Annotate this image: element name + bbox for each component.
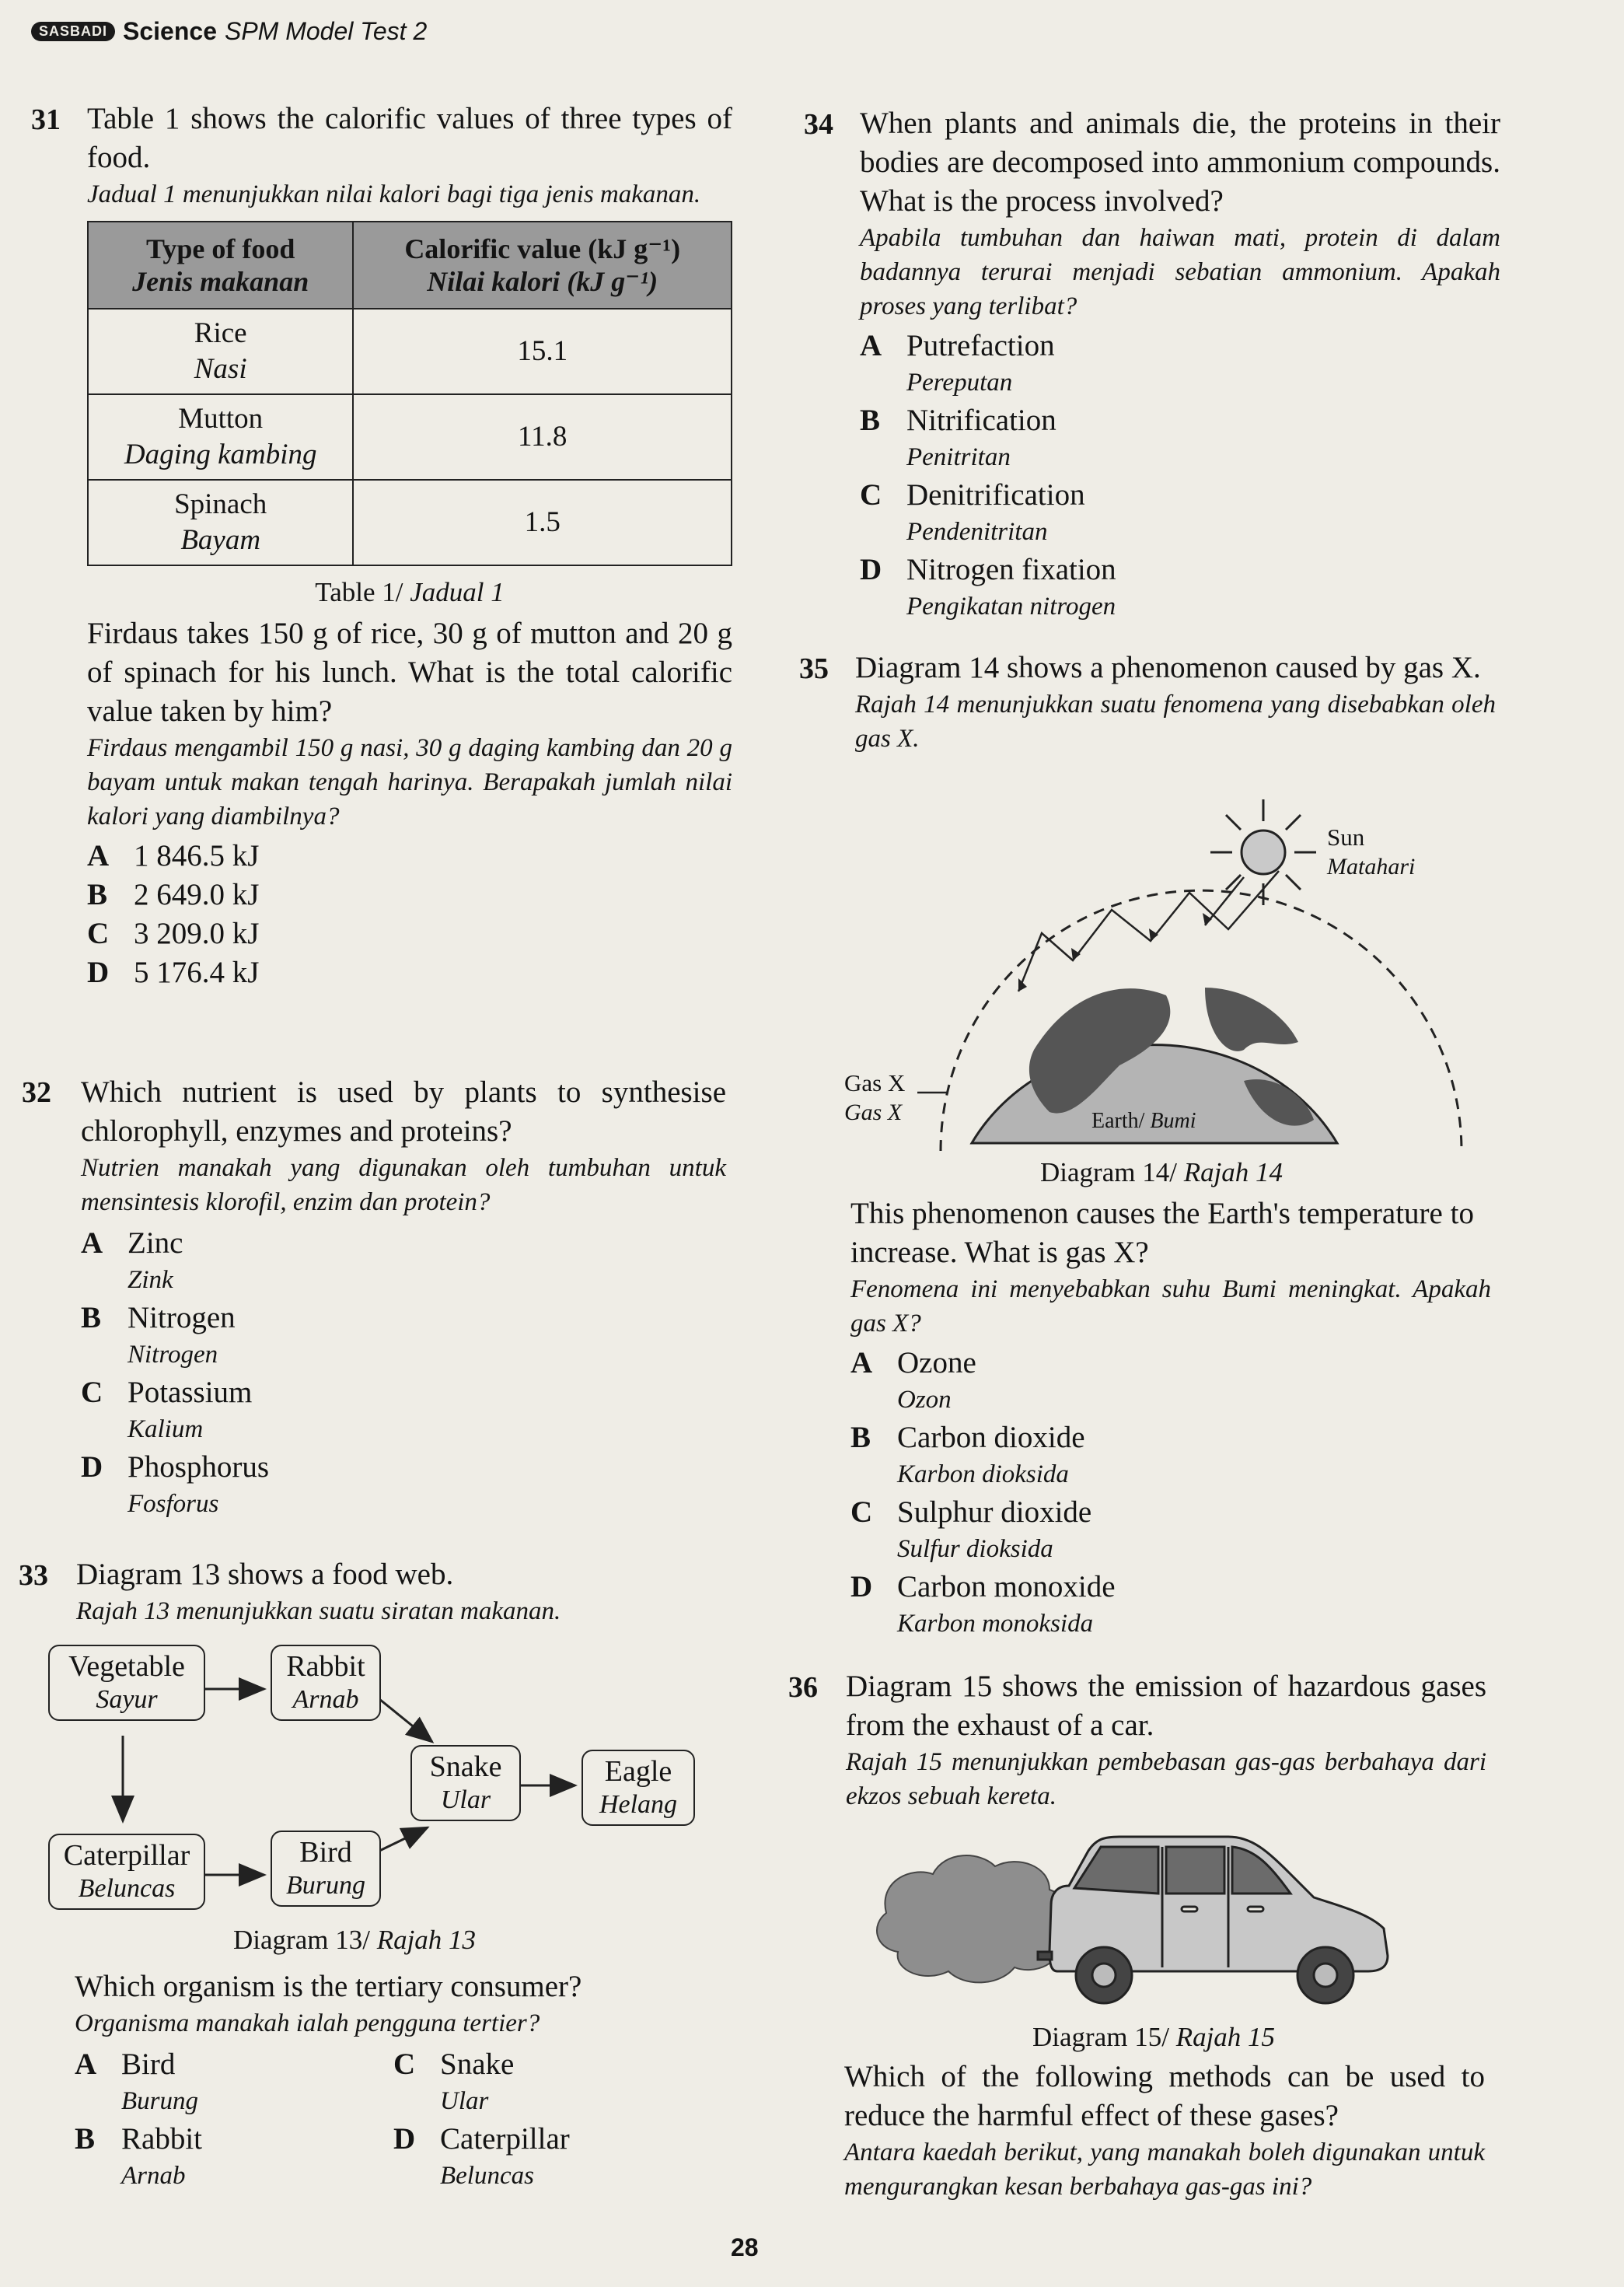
q34-option-c[interactable]: C Denitrification Pendenitritan: [860, 478, 1085, 546]
test-title: SPM Model Test 2: [224, 17, 428, 45]
table-cell-value: 11.8: [353, 394, 732, 480]
page-number: 28: [731, 2233, 759, 2261]
q35-intro-en: Diagram 14 shows a phenomenon caused by gas X.: [855, 651, 1481, 684]
q34-question-ms: Apabila tumbuhan dan haiwan mati, protein di dalam badannya terurai menjadi sebatian ammonium. Apakah proses yang terlibat?: [860, 224, 1500, 320]
q33-question-en: Which organism is the tertiary consumer?: [75, 1970, 582, 2003]
question-number-35: 35: [799, 652, 829, 685]
table-cell-value: 1.5: [353, 480, 732, 565]
q34-option-b[interactable]: B Nitrification Penitritan: [860, 404, 1056, 471]
table-row: Rice Nasi 15.1: [88, 309, 732, 394]
question-33: [75, 1967, 720, 2194]
car-icon: [1038, 1837, 1388, 2003]
q34-question-en: When plants and animals die, the proteins in their bodies are decomposed into ammonium compounds. What is the process involved?: [860, 107, 1500, 218]
q33-option-a[interactable]: A Bird Burung: [75, 2047, 198, 2115]
question-34: [860, 104, 1500, 625]
publisher-logo: SASBADI: [31, 22, 115, 41]
food-web-node-rabbit: Rabbit Arnab: [271, 1645, 381, 1721]
question-36: [844, 2058, 1485, 2204]
q33-option-c[interactable]: C Snake Ular: [393, 2047, 515, 2115]
q36-intro-en: Diagram 15 shows the emission of hazardous gases from the exhaust of a car.: [846, 1670, 1486, 1742]
table-header-value: Calorific value (kJ g⁻¹) Nilai kalori (kJ g⁻¹): [353, 222, 732, 309]
q32-question-ms: Nutrien manakah yang digunakan oleh tumbuhan untuk mensintesis klorofil, enzim dan protein?: [81, 1154, 726, 1216]
question-35: [850, 1194, 1491, 1642]
food-web-node-snake: Snake Ular: [410, 1745, 521, 1821]
q35-option-b[interactable]: B Carbon dioxide Karbon dioksida: [850, 1421, 1085, 1488]
q31-intro-ms: Jadual 1 menunjukkan nilai kalori bagi tiga jenis makanan.: [87, 180, 701, 208]
diagram-14-caption: Diagram 14/ Rajah 14: [1040, 1157, 1283, 1187]
question-number-33: 33: [19, 1559, 48, 1592]
q31-intro-en: Table 1 shows the calorific values of three types of food.: [87, 102, 732, 174]
q33-question-ms: Organisma manakah ialah pengguna tertier?: [75, 2009, 540, 2037]
exhaust-smoke-icon: [877, 1855, 1070, 1982]
q35-option-c[interactable]: C Sulphur dioxide Sulfur dioksida: [850, 1495, 1092, 1563]
diagram-15-caption: Diagram 15/ Rajah 15: [1032, 2022, 1276, 2052]
q32-option-d[interactable]: D Phosphorus Fosforus: [81, 1450, 270, 1518]
q33-intro-en: Diagram 13 shows a food web.: [76, 1558, 454, 1591]
food-web-node-bird: Bird Burung: [271, 1831, 381, 1907]
q35-intro: [855, 649, 1496, 756]
food-web-node-eagle: Eagle Helang: [581, 1750, 695, 1826]
q34-option-a[interactable]: A Putrefaction Pereputan: [860, 329, 1055, 397]
q31-option-a[interactable]: A 1 846.5 kJ: [87, 839, 260, 872]
question-number-34: 34: [804, 108, 833, 141]
subject-label: Science: [123, 17, 217, 45]
q35-question-en: This phenomenon causes the Earth's temperature to increase. What is gas X?: [850, 1197, 1474, 1269]
table-1-caption: Table 1/ Jadual 1: [315, 577, 505, 607]
q36-intro: [846, 1667, 1486, 1813]
food-web-node-vegetable: Vegetable Sayur: [48, 1645, 205, 1721]
table-cell-value: 15.1: [353, 309, 732, 394]
q35-option-d[interactable]: D Carbon monoxide Karbon monoksida: [850, 1570, 1116, 1638]
question-number-32: 32: [22, 1076, 51, 1109]
q31-option-b[interactable]: B 2 649.0 kJ: [87, 878, 260, 911]
q32-option-b[interactable]: B Nitrogen Nitrogen: [81, 1301, 236, 1369]
table-header-type: Type of food Jenis makanan: [88, 222, 353, 309]
q34-option-d[interactable]: D Nitrogen fixation Pengikatan nitrogen: [860, 553, 1116, 621]
q33-option-b[interactable]: B Rabbit Arnab: [75, 2122, 202, 2190]
question-number-31: 31: [31, 103, 61, 136]
q33-option-d[interactable]: D Caterpillar Beluncas: [393, 2122, 570, 2190]
car-exhaust-diagram: [871, 1820, 1462, 2014]
q35-question-ms: Fenomena ini menyebabkan suhu Bumi meningkat. Apakah gas X?: [850, 1275, 1491, 1338]
q35-option-a[interactable]: A Ozone Ozon: [850, 1346, 976, 1414]
q33-intro-ms: Rajah 13 menunjukkan suatu siratan makanan.: [76, 1597, 561, 1625]
question-number-36: 36: [788, 1671, 818, 1704]
q36-question-en: Which of the following methods can be used to reduce the harmful effect of these gases?: [844, 2060, 1485, 2132]
food-web-node-caterpillar: Caterpillar Beluncas: [48, 1834, 205, 1910]
q31-question-en: Firdaus takes 150 g of rice, 30 g of mutton and 20 g of spinach for his lunch. What is the total calorific value taken by him?: [87, 617, 732, 728]
diagram-13-caption: Diagram 13/ Rajah 13: [233, 1925, 477, 1955]
table-row: Mutton Daging kambing 11.8: [88, 394, 732, 480]
gas-x-label: Gas X Gas X: [844, 1069, 906, 1125]
q31-option-c[interactable]: C 3 209.0 kJ: [87, 917, 260, 950]
q32-question-en: Which nutrient is used by plants to synthesise chlorophyll, enzymes and proteins?: [81, 1075, 726, 1148]
q31-option-d[interactable]: D 5 176.4 kJ: [87, 956, 260, 989]
q32-option-a[interactable]: A Zinc Zink: [81, 1226, 183, 1294]
q36-question-ms: Antara kaedah berikut, yang manakah boleh digunakan untuk mengurangkan kesan berbahaya gas-gas ini?: [844, 2138, 1485, 2201]
q32-option-c[interactable]: C Potassium Kalium: [81, 1376, 253, 1443]
sun-label: Sun Matahari: [1327, 824, 1416, 879]
q31-question-ms: Firdaus mengambil 150 g nasi, 30 g daging kambing dan 20 g bayam untuk makan tengah harinya. Berapakah jumlah nilai kalori yang diambilnya?: [87, 734, 732, 831]
table-row: Spinach Bayam 1.5: [88, 480, 732, 565]
q36-intro-ms: Rajah 15 menunjukkan pembebasan gas-gas berbahaya dari ekzos sebuah kereta.: [846, 1748, 1486, 1810]
q35-intro-ms: Rajah 14 menunjukkan suatu fenomena yang disebabkan oleh gas X.: [855, 691, 1496, 753]
earth-label: Earth/ Bumi: [1091, 1109, 1196, 1133]
